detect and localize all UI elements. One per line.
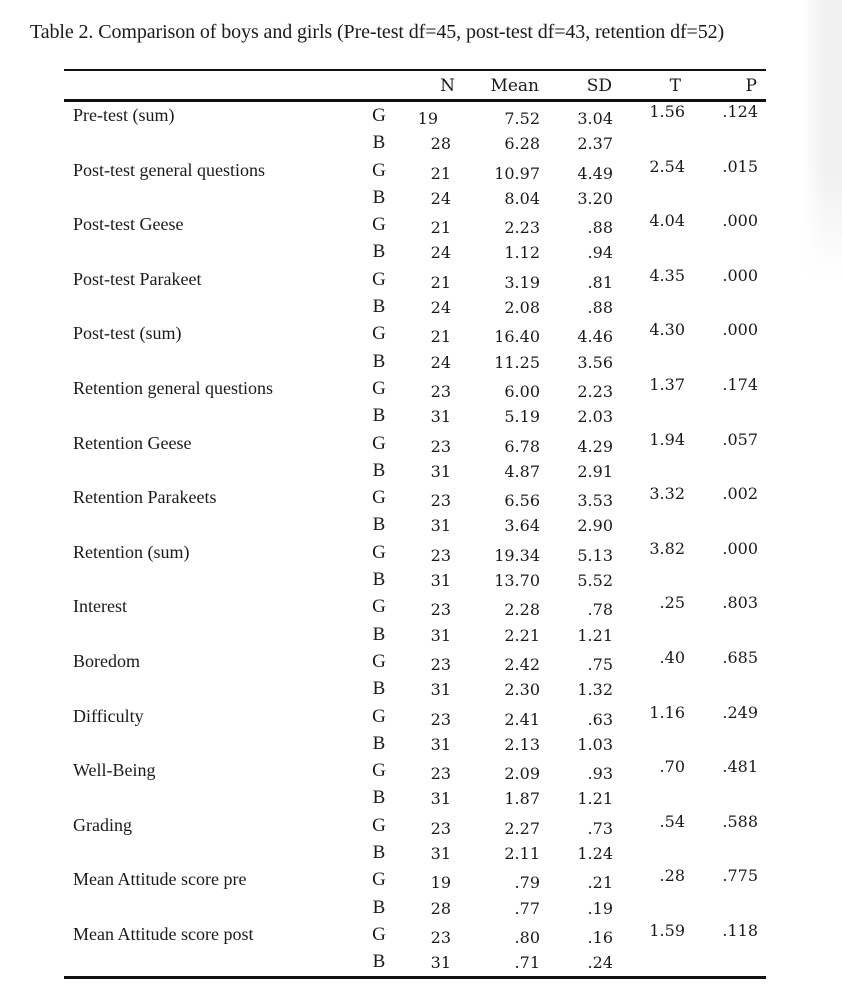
sd-value: .16 bbox=[587, 927, 613, 947]
t-value: 4.35 bbox=[649, 265, 685, 285]
table-row-girls bbox=[64, 102, 766, 129]
sd-value: .94 bbox=[587, 243, 613, 263]
sd-value: 3.56 bbox=[577, 352, 613, 372]
sd-value: 1.21 bbox=[577, 625, 613, 645]
row-label: Post-test Parakeet bbox=[73, 268, 202, 289]
p-value: .057 bbox=[722, 429, 758, 449]
t-value: .28 bbox=[659, 866, 685, 886]
mean-value: 2.21 bbox=[504, 625, 540, 645]
group-code: G bbox=[372, 923, 386, 945]
row-label: Pre-test (sum) bbox=[73, 105, 175, 125]
header-n: N bbox=[440, 76, 455, 96]
row-label: Retention (sum) bbox=[73, 541, 190, 562]
group-code: G bbox=[372, 432, 386, 454]
table-row-girls bbox=[64, 157, 766, 184]
header-t: T bbox=[669, 76, 681, 96]
table-row-girls bbox=[64, 593, 766, 620]
group-code: G bbox=[372, 814, 386, 836]
sd-value: .81 bbox=[587, 272, 613, 292]
mean-value: 2.13 bbox=[504, 734, 540, 754]
p-value: .174 bbox=[722, 374, 758, 394]
group-code: G bbox=[372, 214, 386, 236]
p-value: .000 bbox=[722, 320, 758, 340]
n-value: 31 bbox=[430, 953, 451, 973]
n-value: 23 bbox=[430, 818, 451, 838]
mean-value: 6.78 bbox=[504, 436, 540, 456]
table-row-girls bbox=[64, 921, 766, 948]
sd-value: 5.52 bbox=[577, 571, 613, 591]
n-value: 31 bbox=[430, 789, 451, 809]
page-edge-shadow bbox=[802, 0, 842, 280]
p-value: .588 bbox=[722, 811, 758, 831]
group-code: B bbox=[372, 569, 386, 591]
n-value: 31 bbox=[430, 680, 451, 700]
group-code: B bbox=[372, 787, 386, 809]
mean-value: 11.25 bbox=[494, 352, 540, 372]
group-code: B bbox=[372, 842, 386, 864]
mean-value: 2.30 bbox=[504, 680, 540, 700]
table-bottom-rule bbox=[64, 976, 766, 979]
table-caption: Table 2. Comparison of boys and girls (Pre-test df=45, post-test df=43, retention df=52) bbox=[30, 21, 725, 43]
n-value: 31 bbox=[430, 734, 451, 754]
group-code: G bbox=[372, 596, 386, 618]
table-row-girls bbox=[64, 320, 766, 347]
group-code: B bbox=[372, 623, 386, 645]
n-value: 21 bbox=[430, 218, 451, 238]
t-value: 3.32 bbox=[649, 484, 685, 504]
sd-value: 4.49 bbox=[577, 163, 613, 183]
group-code: B bbox=[372, 459, 386, 481]
sd-value: 2.91 bbox=[577, 461, 613, 481]
sd-value: 3.20 bbox=[577, 188, 613, 208]
mean-value: 8.04 bbox=[504, 188, 540, 208]
n-value: 23 bbox=[430, 927, 451, 947]
group-code: B bbox=[372, 678, 386, 700]
sd-value: 4.29 bbox=[577, 436, 613, 456]
group-code: B bbox=[372, 732, 386, 754]
sd-value: .21 bbox=[587, 873, 613, 893]
table-row-boys bbox=[64, 948, 766, 975]
mean-value: 2.11 bbox=[504, 844, 540, 864]
mean-value: .80 bbox=[514, 927, 540, 947]
header-p: P bbox=[745, 76, 757, 96]
n-value: 31 bbox=[430, 516, 451, 536]
sd-value: .63 bbox=[587, 709, 613, 729]
group-code: G bbox=[372, 105, 386, 126]
table-row-girls bbox=[64, 430, 766, 457]
group-code: G bbox=[372, 268, 386, 290]
table-row-girls bbox=[64, 539, 766, 566]
mean-value: 7.52 bbox=[504, 109, 540, 128]
table-row-girls bbox=[64, 375, 766, 402]
t-value: .40 bbox=[659, 647, 685, 667]
t-value: 3.82 bbox=[649, 538, 685, 558]
n-value: 24 bbox=[430, 243, 451, 263]
n-value: 23 bbox=[430, 709, 451, 729]
sd-value: 3.53 bbox=[577, 491, 613, 511]
n-value: 23 bbox=[430, 600, 451, 620]
mean-value: 19.34 bbox=[494, 545, 540, 565]
mean-value: 2.08 bbox=[504, 298, 540, 318]
group-code: G bbox=[372, 705, 386, 727]
group-code: G bbox=[372, 760, 386, 782]
table-row-girls bbox=[64, 703, 766, 730]
n-value: 31 bbox=[430, 625, 451, 645]
table-body bbox=[64, 102, 766, 976]
sd-value: 1.24 bbox=[577, 844, 613, 864]
t-value: .25 bbox=[659, 593, 685, 613]
mean-value: 10.97 bbox=[494, 163, 540, 183]
sd-value: .88 bbox=[587, 218, 613, 238]
row-label: Interest bbox=[73, 596, 127, 617]
sd-value: .75 bbox=[587, 654, 613, 674]
comparison-table bbox=[64, 69, 766, 979]
t-value: .70 bbox=[659, 757, 685, 777]
mean-value: 2.23 bbox=[504, 218, 540, 238]
group-code: G bbox=[372, 869, 386, 891]
n-value: 23 bbox=[430, 381, 451, 401]
t-value: 1.37 bbox=[649, 374, 685, 394]
n-value: 23 bbox=[430, 436, 451, 456]
n-value: 28 bbox=[430, 134, 451, 154]
p-value: .124 bbox=[722, 102, 758, 121]
n-value: 21 bbox=[430, 327, 451, 347]
group-code: G bbox=[372, 650, 386, 672]
p-value: .775 bbox=[722, 866, 758, 886]
mean-value: .79 bbox=[514, 873, 540, 893]
table-row-girls bbox=[64, 757, 766, 784]
n-value: 24 bbox=[430, 188, 451, 208]
mean-value: 6.28 bbox=[504, 134, 540, 154]
row-label: Retention Geese bbox=[73, 432, 192, 453]
group-code: B bbox=[372, 186, 386, 208]
table-header-row bbox=[64, 71, 766, 99]
p-value: .015 bbox=[722, 156, 758, 176]
row-label: Post-test (sum) bbox=[73, 323, 182, 344]
row-label: Boredom bbox=[73, 650, 140, 671]
sd-value: 2.37 bbox=[577, 134, 613, 154]
table-row-girls bbox=[64, 266, 766, 293]
t-value: 1.94 bbox=[649, 429, 685, 449]
sd-value: 1.03 bbox=[577, 734, 613, 754]
group-code: B bbox=[372, 951, 386, 973]
sd-value: 2.90 bbox=[577, 516, 613, 536]
sd-value: 2.23 bbox=[577, 381, 613, 401]
header-sd: SD bbox=[586, 76, 612, 96]
header-mean: Mean bbox=[490, 76, 539, 96]
sd-value: 2.03 bbox=[577, 407, 613, 427]
mean-value: 13.70 bbox=[494, 571, 540, 591]
n-value: 23 bbox=[430, 545, 451, 565]
n-value: 31 bbox=[430, 407, 451, 427]
sd-value: .24 bbox=[587, 953, 613, 973]
t-value: 1.56 bbox=[649, 102, 685, 121]
row-label: Grading bbox=[73, 814, 132, 835]
mean-value: 1.87 bbox=[504, 789, 540, 809]
mean-value: 2.09 bbox=[504, 764, 540, 784]
table-row-girls bbox=[64, 484, 766, 511]
t-value: 1.59 bbox=[649, 920, 685, 940]
n-value: 23 bbox=[430, 764, 451, 784]
group-code: G bbox=[372, 487, 386, 509]
sd-value: .73 bbox=[587, 818, 613, 838]
group-code: G bbox=[372, 377, 386, 399]
group-code: G bbox=[372, 541, 386, 563]
group-code: G bbox=[372, 159, 386, 181]
mean-value: 2.41 bbox=[504, 709, 540, 729]
table-row-girls bbox=[64, 648, 766, 675]
group-code: B bbox=[372, 241, 386, 263]
mean-value: 1.12 bbox=[504, 243, 540, 263]
t-value: 4.04 bbox=[649, 211, 685, 231]
t-value: 4.30 bbox=[649, 320, 685, 340]
group-code: B bbox=[372, 405, 386, 427]
sd-value: 4.46 bbox=[577, 327, 613, 347]
row-label: Difficulty bbox=[73, 705, 144, 726]
mean-value: 6.00 bbox=[504, 381, 540, 401]
p-value: .000 bbox=[722, 265, 758, 285]
p-value: .000 bbox=[722, 538, 758, 558]
group-code: B bbox=[372, 132, 386, 154]
n-value: 31 bbox=[430, 571, 451, 591]
sd-value: 1.21 bbox=[577, 789, 613, 809]
p-value: .685 bbox=[722, 647, 758, 667]
mean-value: 2.28 bbox=[504, 600, 540, 620]
p-value: .249 bbox=[722, 702, 758, 722]
p-value: .118 bbox=[722, 920, 758, 940]
p-value: .000 bbox=[722, 211, 758, 231]
p-value: .002 bbox=[722, 484, 758, 504]
t-value: .54 bbox=[659, 811, 685, 831]
mean-value: 6.56 bbox=[504, 491, 540, 511]
mean-value: 4.87 bbox=[504, 461, 540, 481]
n-value: 28 bbox=[430, 898, 451, 918]
row-label: Retention Parakeets bbox=[73, 487, 217, 508]
table-row-girls bbox=[64, 866, 766, 893]
row-label: Well-Being bbox=[73, 760, 156, 781]
n-value: 19 bbox=[417, 109, 438, 128]
p-value: .803 bbox=[722, 593, 758, 613]
sd-value: .19 bbox=[587, 898, 613, 918]
sd-value: .93 bbox=[587, 764, 613, 784]
sd-value: 3.04 bbox=[577, 109, 613, 128]
mean-value: 2.42 bbox=[504, 654, 540, 674]
row-label: Post-test general questions bbox=[73, 159, 265, 180]
group-code: B bbox=[372, 514, 386, 536]
group-code: B bbox=[372, 896, 386, 918]
mean-value: 2.27 bbox=[504, 818, 540, 838]
n-value: 21 bbox=[430, 272, 451, 292]
n-value: 23 bbox=[430, 654, 451, 674]
n-value: 31 bbox=[430, 461, 451, 481]
table-row-girls bbox=[64, 812, 766, 839]
n-value: 31 bbox=[430, 844, 451, 864]
n-value: 24 bbox=[430, 352, 451, 372]
group-code: B bbox=[372, 350, 386, 372]
n-value: 19 bbox=[430, 873, 451, 893]
mean-value: 16.40 bbox=[494, 327, 540, 347]
mean-value: 5.19 bbox=[504, 407, 540, 427]
t-value: 1.16 bbox=[649, 702, 685, 722]
n-value: 24 bbox=[430, 298, 451, 318]
sd-value: .88 bbox=[587, 298, 613, 318]
mean-value: .71 bbox=[514, 953, 540, 973]
mean-value: .77 bbox=[514, 898, 540, 918]
row-label: Mean Attitude score pre bbox=[73, 869, 247, 890]
mean-value: 3.64 bbox=[504, 516, 540, 536]
sd-value: .78 bbox=[587, 600, 613, 620]
sd-value: 1.32 bbox=[577, 680, 613, 700]
p-value: .481 bbox=[722, 757, 758, 777]
row-label: Mean Attitude score post bbox=[73, 923, 254, 944]
t-value: 2.54 bbox=[649, 156, 685, 176]
n-value: 21 bbox=[430, 163, 451, 183]
n-value: 23 bbox=[430, 491, 451, 511]
mean-value: 3.19 bbox=[504, 272, 540, 292]
row-label: Retention general questions bbox=[73, 377, 273, 398]
sd-value: 5.13 bbox=[577, 545, 613, 565]
group-code: B bbox=[372, 296, 386, 318]
row-label: Post-test Geese bbox=[73, 214, 184, 235]
group-code: G bbox=[372, 323, 386, 345]
table-row-girls bbox=[64, 211, 766, 238]
